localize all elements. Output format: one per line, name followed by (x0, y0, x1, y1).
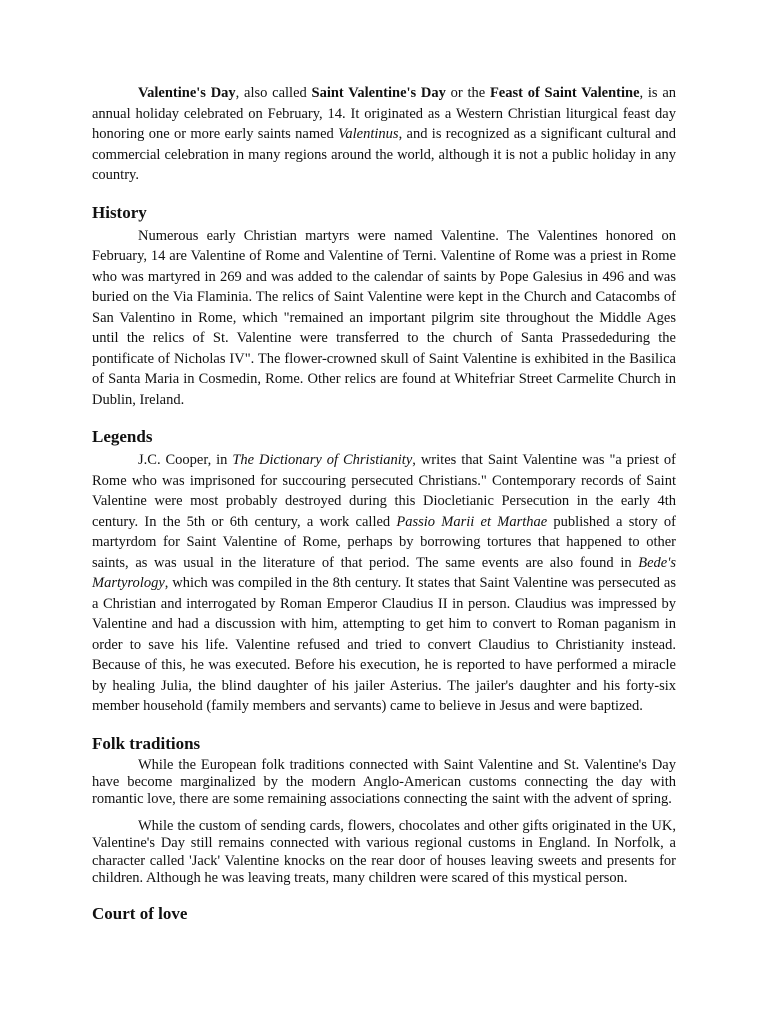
legends-text-2: , writes that Saint Valentine was "a priest of Rome who was imprisoned for succouring persecuted Christians." Contemporary records of Saint Valentine were most probably destroyed during this Diocletianic Persecution in the early 4th century. In the 5th or 6th century, a work called (92, 452, 676, 530)
intro-text-4: , and is recognized as a significant cultural and commercial celebration in many regions around the world, although it is not a public holiday in any country. (92, 126, 677, 183)
intro-text-1: , also called (235, 85, 312, 101)
folk-paragraph-1: While the European folk traditions connected with Saint Valentine and St. Valentine's Day have become marginalized by the modern Anglo-American customs connecting the day with romantic love, there are some remaining associations connecting the saint with the advent of spring. (92, 756, 676, 807)
court-heading: Court of love (92, 903, 188, 923)
intro-italic-term: Valentinus (338, 126, 399, 142)
folk-heading: Folk traditions (92, 733, 201, 753)
intro-bold-term-1: Valentine's Day (138, 85, 236, 101)
legends-text-1: J.C. Cooper, in (138, 452, 233, 468)
legends-text-4: , which was compiled in the 8th century. It states that Saint Valentine was persecuted as a Christian and interrogated by Roman Emperor Claudius II in person. Claudius was impressed by Valentine and had a discussion with him, attempting to get him to convert to Roman paganism in order to save his life. Valentine refused and tried to convert Claudius to Christianity instead. Because of this, he was executed. Before his execution, he is reported to have performed a miracle by healing Julia, the blind daughter of his jailer Asterius. The jailer's daughter and his forty-six member household (family members and servants) came to believe in Jesus and were baptized. (92, 575, 676, 714)
folk-paragraph-2: While the custom of sending cards, flowers, chocolates and other gifts originated in the UK, Valentine's Day still remains connected with various regional customs in England. In Norfolk, a character called 'Jack' Valentine knocks on the rear door of houses leaving sweets and presents for children. Although he was leaving treats, many children were scared of this mystical person. (92, 818, 676, 886)
history-paragraph: Numerous early Christian martyrs were named Valentine. The Valentines honored on February, 14 are Valentine of Rome and Valentine of Terni. Valentine of Rome was a priest in Rome who was martyred in 269 and was added to the calendar of saints by Pope Galesius in 496 and was buried on the Via Flaminia. The relics of Saint Valentine were kept in the Church and Catacombs of San Valentino in Rome, which "remained an important pilgrim site throughout the Middle Ages until the relics of St. Valentine were transferred to the church of Santa Prassededuring the pontificate of Nicholas IV". The flower-crowned skull of Saint Valentine is exhibited in the Basilica of Santa Maria in Cosmedin, Rome. Other relics are found at Whitefriar Street Carmelite Church in Dublin, Ireland. (92, 227, 676, 408)
legends-italic-1: The Dictionary of Christianity (232, 452, 413, 468)
intro-bold-term-2: Saint Valentine's Day (311, 85, 446, 101)
paragraph-spacer (92, 808, 676, 818)
legends-text-3: published a story of martyrdom for Saint Valentine of Rome, perhaps by borrowing tortures that happened to other saints, as was usual in the literature of that period. The same events are also found in (92, 513, 676, 571)
legends-italic-2: Passio Marii et Marthae (396, 513, 548, 530)
intro-text-3: , is an annual holiday celebrated on February, 14. It originated as a Western Christian liturgical feast day honoring one or more early saints named (92, 85, 677, 142)
legends-italic-3: Bede's Martyrology (92, 554, 676, 591)
intro-text-2: or the (445, 85, 490, 101)
intro-paragraph (92, 83, 676, 186)
intro-bold-term-3: Feast of Saint Valentine (489, 85, 640, 101)
legends-heading: Legends (92, 427, 153, 446)
legends-paragraph (92, 450, 676, 717)
history-heading: History (92, 202, 147, 222)
folk-section (92, 757, 676, 887)
